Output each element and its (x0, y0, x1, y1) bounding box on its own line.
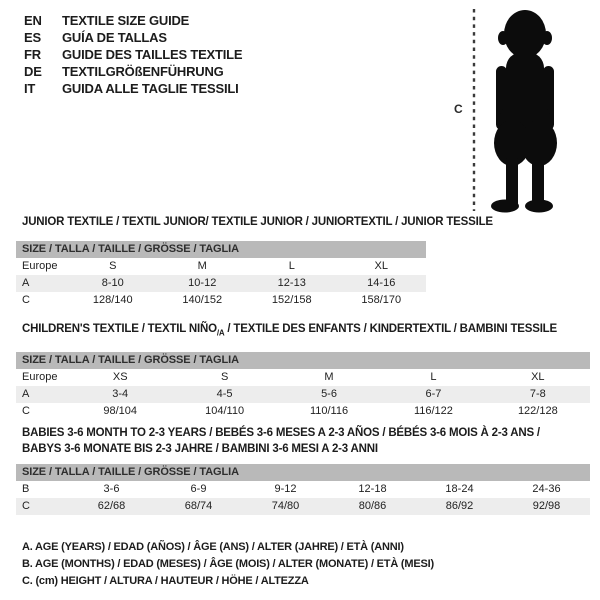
table-title-line2: BABYS 3-6 MONATE BIS 2-3 JAHRE / BAMBINI 3-6 MESI A 2-3 ANNI (22, 443, 378, 455)
size-cell: XS (112, 371, 128, 384)
value-cell: 74/80 (271, 500, 300, 512)
table-row (16, 498, 590, 515)
language-row (24, 80, 242, 97)
value-cell: 110/116 (309, 405, 349, 418)
table-title-line1: BABIES 3-6 MONTH TO 2-3 YEARS / BEBÉS 3-6 MESES A 2-3 AÑOS / BÉBÉS 3-6 MOIS À 2-3 ANS / (22, 427, 540, 439)
value-cell: 3-4 (112, 388, 129, 401)
table-title (22, 425, 590, 457)
language-code: DE (24, 64, 42, 79)
row-label-cell: A (22, 388, 30, 401)
value-cell: 80/86 (358, 500, 387, 512)
footnote-age-years: A. AGE (YEARS) / EDAD (AÑOS) / ÂGE (ANS) / ALTER (JAHRE) / ETÀ (ANNI) (22, 541, 404, 553)
value-cell: 116/122 (413, 405, 453, 418)
children-textile-table (16, 322, 590, 420)
size-guide-figure (450, 4, 575, 216)
row-label-cell: C (22, 294, 30, 306)
value-cell: 92/98 (532, 500, 561, 512)
junior-textile-table (16, 215, 493, 309)
table-title-sub: /A (216, 328, 225, 338)
value-cell: 128/140 (92, 294, 133, 306)
table-row (16, 403, 590, 420)
size-cell: L (430, 371, 437, 384)
value-cell: 152/158 (271, 294, 312, 306)
language-row (24, 63, 242, 80)
value-cell: 10-12 (188, 277, 217, 289)
footnote-age-months: B. AGE (MONTHS) / EDAD (MESES) / ÂGE (MOIS) / ALTER (MONATE) / ETÀ (MESI) (22, 558, 434, 570)
row-label-cell: Europe (22, 371, 58, 384)
row-label-cell: C (22, 500, 30, 512)
size-cell: L (288, 260, 295, 272)
language-row (24, 29, 242, 46)
table-row (16, 386, 590, 403)
value-cell: 68/74 (184, 500, 213, 512)
table-row (16, 292, 426, 309)
size-cell: XL (531, 371, 545, 384)
table-row (16, 275, 426, 292)
table-title: JUNIOR TEXTILE / TEXTIL JUNIOR/ TEXTILE JUNIOR / JUNIORTEXTIL / JUNIOR TESSILE (22, 216, 493, 228)
size-cell: M (197, 260, 207, 272)
size-cell: S (109, 260, 117, 272)
value-cell: 62/68 (97, 500, 126, 512)
language-code: ES (24, 30, 41, 45)
row-label-cell: B (22, 483, 30, 495)
size-cell: S (220, 371, 229, 384)
value-cell: 3-6 (103, 483, 120, 495)
height-label-c: C (454, 102, 463, 116)
table-title-part: / TEXTILE DES ENFANTS / KINDERTEXTIL / BAMBINI TESSILE (224, 323, 557, 335)
language-title: TEXTILGRÖßENFÜHRUNG (62, 64, 224, 79)
language-row (24, 12, 242, 29)
language-code: EN (24, 13, 42, 28)
value-cell: 140/152 (182, 294, 223, 306)
size-header-bar: SIZE / TALLA / TAILLE / GRÖSSE / TAGLIA (16, 464, 590, 481)
table-row (16, 481, 590, 498)
table-row (16, 258, 426, 275)
row-label-cell: A (22, 277, 30, 289)
value-cell: 98/104 (103, 405, 138, 418)
value-cell: 12-18 (358, 483, 387, 495)
baby-silhouette-icon (491, 10, 557, 213)
language-title: TEXTILE SIZE GUIDE (62, 13, 190, 28)
legend-footnotes (22, 539, 434, 590)
language-title: GUIDA ALLE TAGLIE TESSILI (62, 81, 239, 96)
value-cell: 8-10 (101, 277, 124, 289)
size-header-bar: SIZE / TALLA / TAILLE / GRÖSSE / TAGLIA (16, 241, 426, 258)
value-cell: 4-5 (216, 388, 233, 401)
value-cell: 86/92 (445, 500, 474, 512)
language-title: GUIDE DES TAILLES TEXTILE (62, 47, 243, 62)
value-cell: 7-8 (529, 388, 546, 401)
value-cell: 104/110 (205, 405, 245, 418)
value-cell: 6-9 (190, 483, 207, 495)
row-label-cell: Europe (22, 260, 58, 272)
size-header-bar: SIZE / TALLA / TAILLE / GRÖSSE / TAGLIA (16, 352, 590, 369)
value-cell: 18-24 (445, 483, 474, 495)
language-code: IT (24, 81, 36, 96)
value-cell: 9-12 (274, 483, 297, 495)
size-cell: M (324, 371, 334, 384)
language-title: GUÍA DE TALLAS (62, 30, 167, 45)
language-header (24, 12, 242, 97)
row-label-cell: C (22, 405, 30, 418)
footnote-height: C. (cm) HEIGHT / ALTURA / HAUTEUR / HÖHE / ALTEZZA (22, 575, 309, 587)
value-cell: 24-36 (532, 483, 561, 495)
language-code: FR (24, 47, 41, 62)
table-title (22, 322, 590, 340)
value-cell: 158/170 (361, 294, 402, 306)
value-cell: 5-6 (321, 388, 337, 401)
table-title-part: CHILDREN'S TEXTILE / TEXTIL NIÑO (22, 323, 217, 335)
value-cell: 122/128 (517, 405, 558, 418)
value-cell: 14-16 (367, 277, 396, 289)
size-cell: XL (374, 260, 388, 272)
value-cell: 6-7 (425, 388, 442, 401)
figure-graphic (450, 4, 575, 216)
table-row (16, 369, 590, 386)
language-row (24, 46, 242, 63)
babies-textile-table (16, 425, 590, 515)
value-cell: 12-13 (277, 277, 306, 289)
